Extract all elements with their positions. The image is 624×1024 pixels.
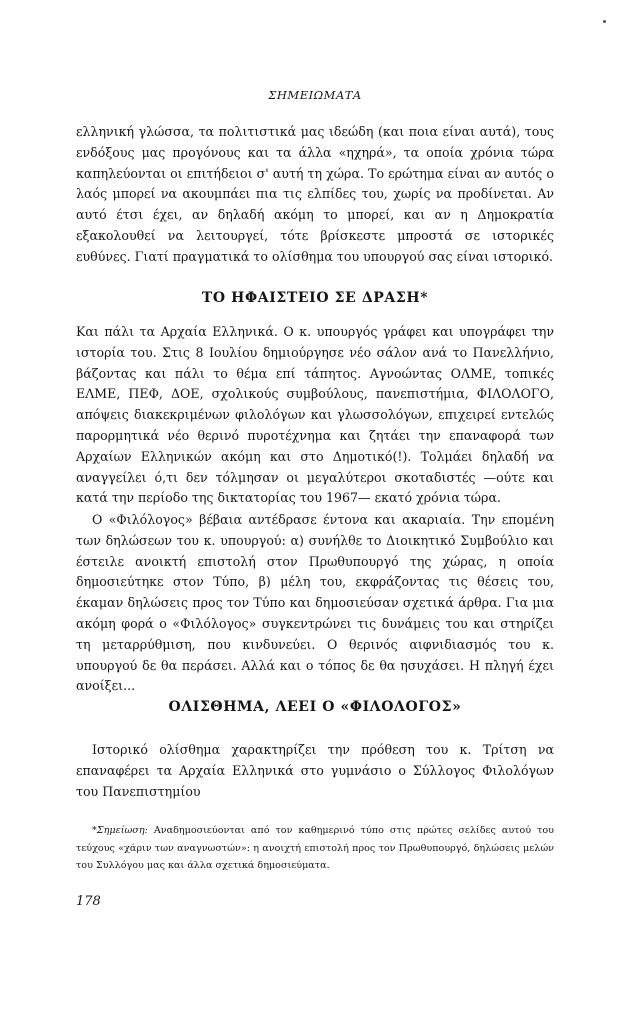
section2-paragraph-1: Ιστορικό ολίσθημα χαρακτηρίζει την πρόθεση του κ. Τρίτση να επαναφέρει τα Αρχαία Ελληνικά στο γυμνάσιο ο Σύλλογος Φιλολόγων του Πανεπιστημίου bbox=[76, 742, 554, 799]
running-head: ΣΗΜΕΙΩΜΑΤΑ bbox=[268, 88, 362, 102]
page-number: 178 bbox=[76, 894, 101, 909]
footnote-text: Αναδημοσιεύονται από τον καθημερινό τύπο στις πρώτες σελίδες αυτού του τεύχους «χάριν των αναγνωστών»: η ανοιχτή επιστολή προς τον Πρωθυπουργό, δηλώσεις μελών του Συλλόγου μας και άλλα σχετικά δημοσιεύματα. bbox=[76, 825, 554, 871]
footnote bbox=[76, 822, 554, 875]
intro-paragraph: ελληνική γλώσσα, τα πολιτιστικά μας ιδεώδη (και ποια είναι αυτά), τους ενδόξους μας προγόνους και τα άλλα «ηχηρά», τα οποία χρόνια τώρα καπηλεύονται οι επιτήδειοι σ' αυτή τη χώρα. Το ερώτημα είναι αν αυτός ο λαός μπορεί να ακουμπάει πια τις ελπίδες του, χωρίς να προδίνεται. Αν αυτό έτσι έχει, αν δηλαδή ακόμη το μπορεί, και αν η Δημοκρατία εξακολουθεί να λειτουργεί, τότε βρίσκεστε μπροστά σε ιστορικές ευθύνες. Γιατί πραγματικά το ολίσθημα του υπουργού σας είναι ιστορικό. bbox=[76, 124, 554, 264]
section-heading-slip: ΟΛΙΣΘΗΜΑ, ΛΕΕΙ Ο «ΦΙΛΟΛΟΓΟΣ» bbox=[168, 699, 462, 715]
scan-speck bbox=[603, 20, 606, 23]
section1-paragraph-2: Ο «Φιλόλογος» βέβαια αντέδρασε έντονα και ακαριαία. Την επομένη των δηλώσεων του κ. υπουργού: α) συνήλθε το Διοικητικό Συμβούλιο και έστειλε ανοικτή επιστολή στον Πρωθυπουργό της χώρας, η οποία δημοσιεύτηκε στον Τύπο, β) μέλη του, εκφράζοντας τις θέσεις του, έκαμαν δηλώσεις προς τον Τύπο και δημοσιεύσαν σχετικά άρθρα. Για μια ακόμη φορά ο «Φιλόλογος» συγκεντρώνει τις δυνάμεις του και στηρίζει τη μεταρρύθμιση, που κινδυνεύει. Ο θερινός αιφνιδιασμός του κ. υπουργού δε θα περάσει. Αλλά και ο τόπος δε θα ησυχάσει. Η πληγή έχει ανοίξει... bbox=[76, 512, 554, 694]
section1-paragraph-1: Και πάλι τα Αρχαία Ελληνικά. Ο κ. υπουργός γράφει και υπογράφει την ιστορία του. Στις 8 Ιουλίου δημιούργησε νέο σάλον ανά το Πανελλήνιο, βάζοντας και πάλι το θέμα επί τάπητος. Αγνοώντας ΟΛΜΕ, τοπικές ΕΛΜΕ, ΠΕΦ, ΔΟΕ, σχολικούς συμβούλους, πανεπιστήμια, ΦΙΛΟΛΟΓΟ, απόψεις διακεκριμένων φιλολόγων και γλωσσολόγων, επιχειρεί εντελώς παρορμητικά νέο θερινό πυροτέχνημα και ζητάει την επαναφορά των Αρχαίων Ελληνικών ακόμη και στο Δημοτικό(!). Τολμάει δηλαδή να αναγγείλει ό,τι δεν τόλμησαν οι μεγαλύτεροι σκοταδιστές —ούτε και κατά την περίοδο της δικτατορίας του 1967— εκατό χρόνια τώρα. bbox=[76, 324, 554, 506]
footnote-label: *Σημείωση: bbox=[92, 825, 148, 836]
section-heading-volcano: ΤΟ ΗΦΑΙΣΤΕΙΟ ΣΕ ΔΡΑΣΗ* bbox=[201, 290, 429, 306]
